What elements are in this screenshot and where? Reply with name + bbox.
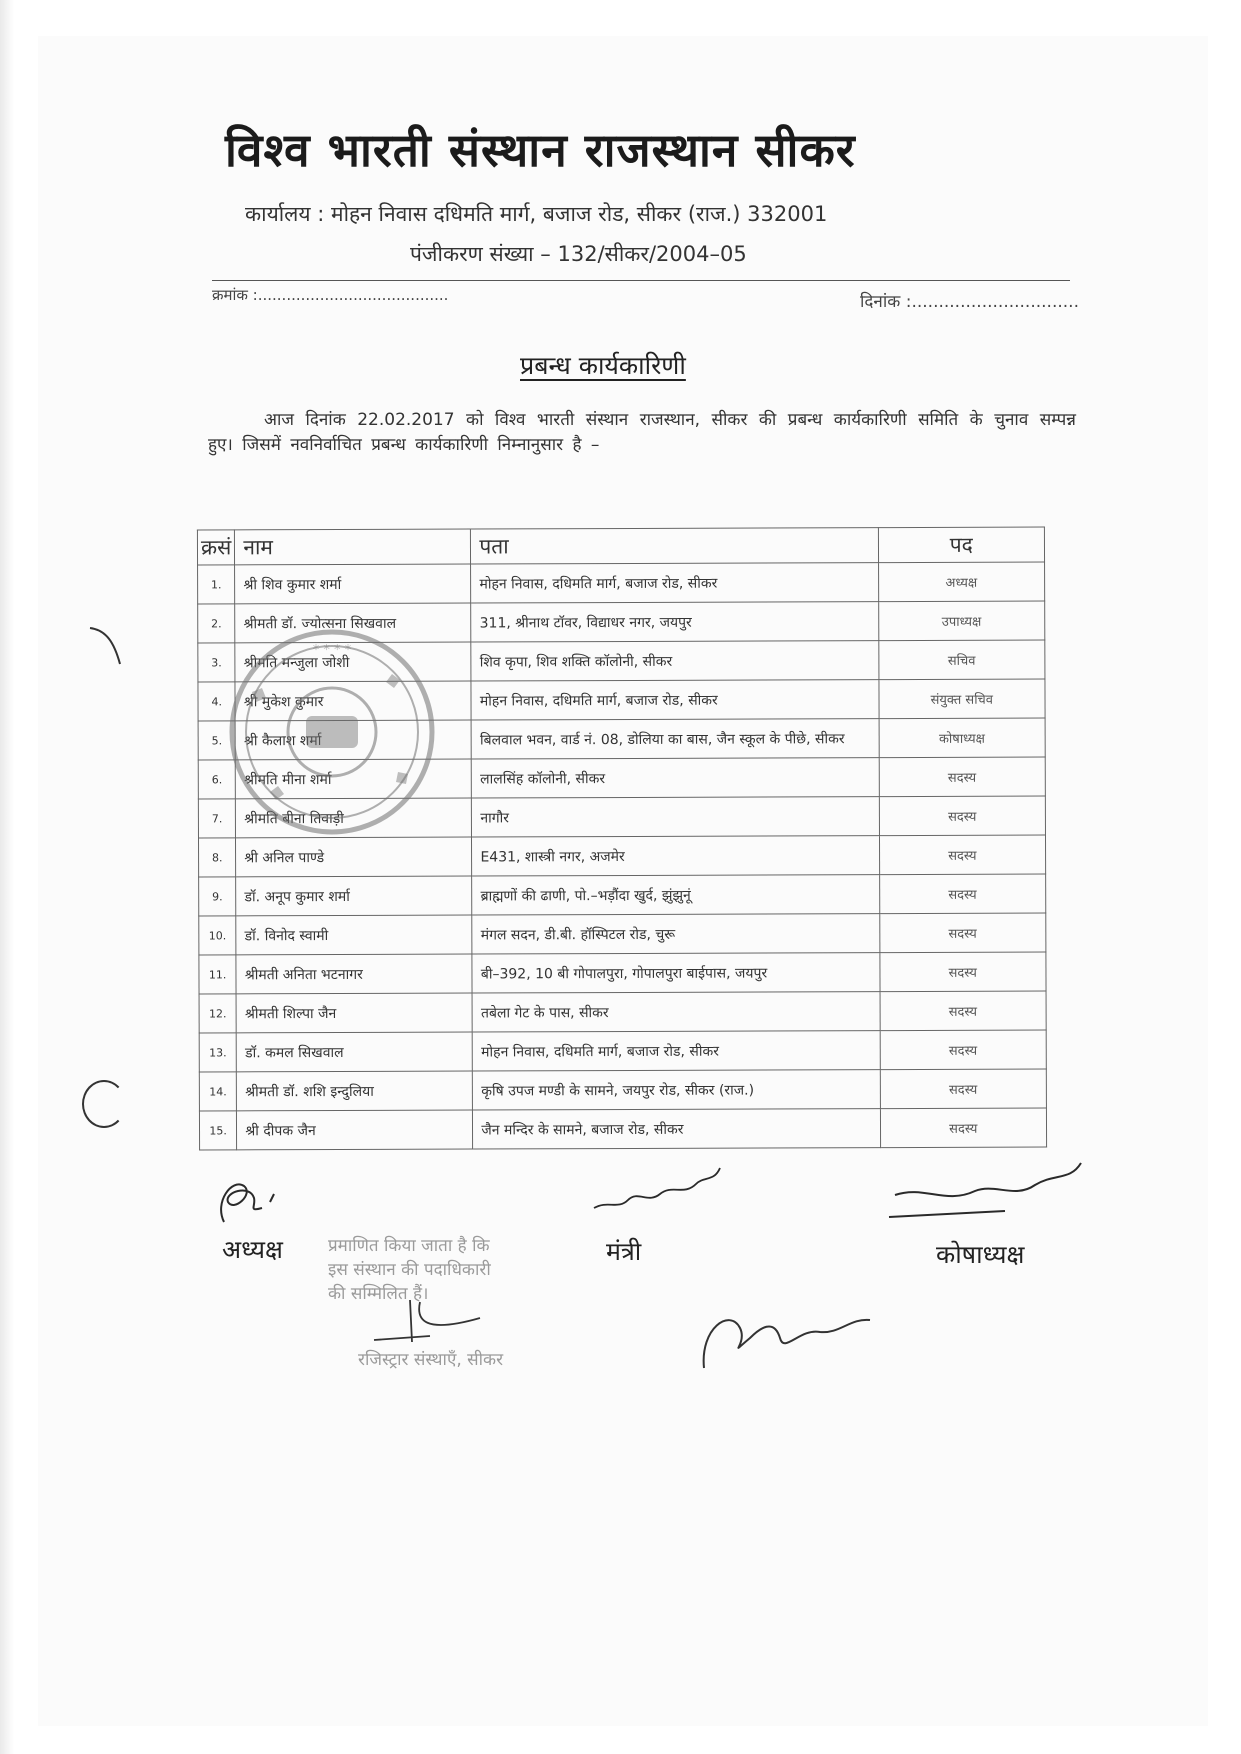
table-row: [199, 991, 1046, 1033]
address-cell: नागौर: [472, 797, 879, 837]
adhyaksh-signature: [210, 1172, 300, 1232]
registration-number: पंजीकरण संख्या – 132/सीकर/2004–05: [410, 242, 747, 266]
certification-line-1: प्रमाणित किया जाता है कि: [328, 1236, 490, 1256]
address-cell: मोहन निवास, दधिमति मार्ग, बजाज रोड, सीकर: [471, 680, 878, 720]
address-cell: 311, श्रीनाथ टॉवर, विद्याधर नगर, जयपुर: [471, 602, 878, 642]
serial-cell: 2.: [198, 604, 235, 643]
intro-paragraph: आज दिनांक 22.02.2017 को विश्व भारती संस्थान राजस्थान, सीकर की प्रबन्ध कार्यकारिणी समिति के चुनाव सम्पन्न हुए। जिसमें नवनिर्वाचित प्रबन्ध कार्यकारिणी निम्नानुसार है –: [208, 410, 1076, 455]
post-cell: सदस्य: [879, 952, 1046, 992]
name-cell: श्रीमति मीना शर्मा: [236, 759, 472, 799]
serial-cell: 14.: [199, 1072, 236, 1111]
name-cell: श्रीमति मन्जुला जोशी: [235, 642, 471, 682]
post-cell: सदस्य: [880, 991, 1047, 1031]
post-cell: उपाध्यक्ष: [878, 601, 1045, 641]
registrar-designation: रजिस्ट्रार संस्थाएँ, सीकर: [358, 1350, 504, 1370]
name-cell: श्रीमति बीना तिवाड़ी: [236, 798, 472, 838]
table-row: [199, 1108, 1046, 1150]
table-row: [199, 952, 1046, 994]
header-rule: [212, 280, 1070, 281]
organization-title: विश्व भारती संस्थान राजस्थान सीकर: [225, 123, 856, 177]
serial-cell: 8.: [198, 838, 235, 877]
post-cell: कोषाध्यक्ष: [879, 718, 1046, 758]
column-header-address: पता: [471, 528, 878, 564]
serial-cell: 13.: [199, 1033, 236, 1072]
name-cell: श्री मुकेश कुमार: [235, 681, 471, 721]
serial-cell: 12.: [199, 994, 236, 1033]
name-cell: श्री दीपक जैन: [237, 1110, 473, 1150]
address-cell: ब्राह्मणों की ढाणी, पो.–भड़ौंदा खुर्द, झुंझुनूं: [472, 875, 879, 915]
date-field: दिनांक :...............................: [860, 292, 1079, 312]
address-cell: मंगल सदन, डी.बी. हॉस्पिटल रोड, चुरू: [472, 914, 879, 954]
post-cell: सचिव: [878, 640, 1045, 680]
column-header-name: नाम: [235, 529, 471, 565]
column-header-serial: क्रसं: [197, 530, 234, 565]
address-cell: लालसिंह कॉलोनी, सीकर: [472, 758, 879, 798]
post-cell: सदस्य: [879, 913, 1046, 953]
address-cell: जैन मन्दिर के सामने, बजाज रोड, सीकर: [473, 1109, 880, 1149]
table-row: [198, 562, 1045, 604]
table-row: [199, 1030, 1046, 1072]
post-cell: सदस्य: [880, 1108, 1047, 1148]
serial-cell: 9.: [199, 877, 236, 916]
serial-cell: 5.: [198, 721, 235, 760]
name-cell: डॉ. विनोद स्वामी: [236, 915, 472, 955]
certification-line-2: इस संस्थान की पदाधिकारी: [328, 1260, 491, 1280]
reference-number-field: क्रमांक :........................................: [212, 286, 449, 304]
address-cell: E431, शास्त्री नगर, अजमेर: [472, 836, 879, 876]
post-cell: सदस्य: [879, 874, 1046, 914]
name-cell: डॉ. अनूप कुमार शर्मा: [236, 876, 472, 916]
serial-cell: 7.: [198, 799, 235, 838]
post-cell: सदस्य: [880, 1069, 1047, 1109]
koshadhyaksh-label: कोषाध्यक्ष: [936, 1240, 1025, 1269]
name-cell: श्रीमती अनिता भटनागर: [236, 954, 472, 994]
table-row: [199, 1069, 1046, 1111]
address-cell: कृषि उपज मण्डी के सामने, जयपुर रोड, सीकर (राज.): [473, 1070, 880, 1110]
address-cell: मोहन निवास, दधिमति मार्ग, बजाज रोड, सीकर: [471, 563, 878, 603]
office-address: कार्यालय : मोहन निवास दधिमति मार्ग, बजाज रोड, सीकर (राज.) 332001: [245, 202, 828, 226]
serial-cell: 10.: [199, 916, 236, 955]
address-cell: तबेला गेट के पास, सीकर: [472, 992, 879, 1032]
seal-stamp: [222, 622, 442, 842]
table-row: [199, 913, 1046, 955]
mantri-signature: [588, 1160, 728, 1220]
address-cell: शिव कृपा, शिव शक्ति कॉलोनी, सीकर: [471, 641, 878, 681]
serial-cell: 1.: [198, 565, 235, 604]
name-cell: श्री अनिल पाण्डे: [236, 837, 472, 877]
name-cell: श्रीमती डॉ. ज्योत्सना सिखवाल: [235, 603, 471, 643]
post-cell: सदस्य: [879, 757, 1046, 797]
serial-cell: 15.: [199, 1111, 236, 1150]
name-cell: श्री शिव कुमार शर्मा: [235, 564, 471, 604]
punch-hole-mark: [82, 1080, 126, 1128]
name-cell: श्री कैलाश शर्मा: [235, 720, 471, 760]
address-cell: मोहन निवास, दधिमति मार्ग, बजाज रोड, सीकर: [473, 1031, 880, 1071]
svg-text:* * * *: * * * *: [312, 643, 352, 658]
address-cell: बिलवाल भवन, वार्ड नं. 08, डोलिया का बास, जैन स्कूल के पीछे, सीकर: [471, 719, 878, 759]
mantri-label: मंत्री: [606, 1237, 642, 1266]
post-cell: संयुक्त सचिव: [878, 679, 1045, 719]
adhyaksh-label: अध्यक्ष: [222, 1235, 283, 1264]
post-cell: सदस्य: [879, 835, 1046, 875]
serial-cell: 11.: [199, 955, 236, 994]
koshadhyaksh-signature: [885, 1155, 1090, 1235]
serial-cell: 3.: [198, 643, 235, 682]
serial-cell: 6.: [198, 760, 235, 799]
registrar-signature: [370, 1290, 490, 1350]
page-edge-shadow: [0, 0, 14, 1754]
address-cell: बी–392, 10 बी गोपालपुरा, गोपालपुरा बाईपास, जयपुर: [472, 953, 879, 993]
name-cell: श्रीमती शिल्पा जैन: [236, 993, 472, 1033]
table-header-row: [197, 527, 1044, 565]
column-header-post: पद: [878, 527, 1045, 563]
margin-mark: [86, 620, 126, 670]
post-cell: सदस्य: [879, 796, 1046, 836]
serial-cell: 4.: [198, 682, 235, 721]
post-cell: सदस्य: [880, 1030, 1047, 1070]
name-cell: श्रीमती डॉ. शशि इन्दुलिया: [237, 1071, 473, 1111]
document-heading: प्रबन्ध कार्यकारिणी: [520, 351, 686, 380]
name-cell: डॉ. कमल सिखवाल: [237, 1032, 473, 1072]
table-row: [199, 874, 1046, 916]
post-cell: अध्यक्ष: [878, 562, 1045, 602]
registrar-large-signature: [690, 1298, 880, 1388]
certification-line-3: की सम्मिलित हैं।: [328, 1284, 429, 1304]
